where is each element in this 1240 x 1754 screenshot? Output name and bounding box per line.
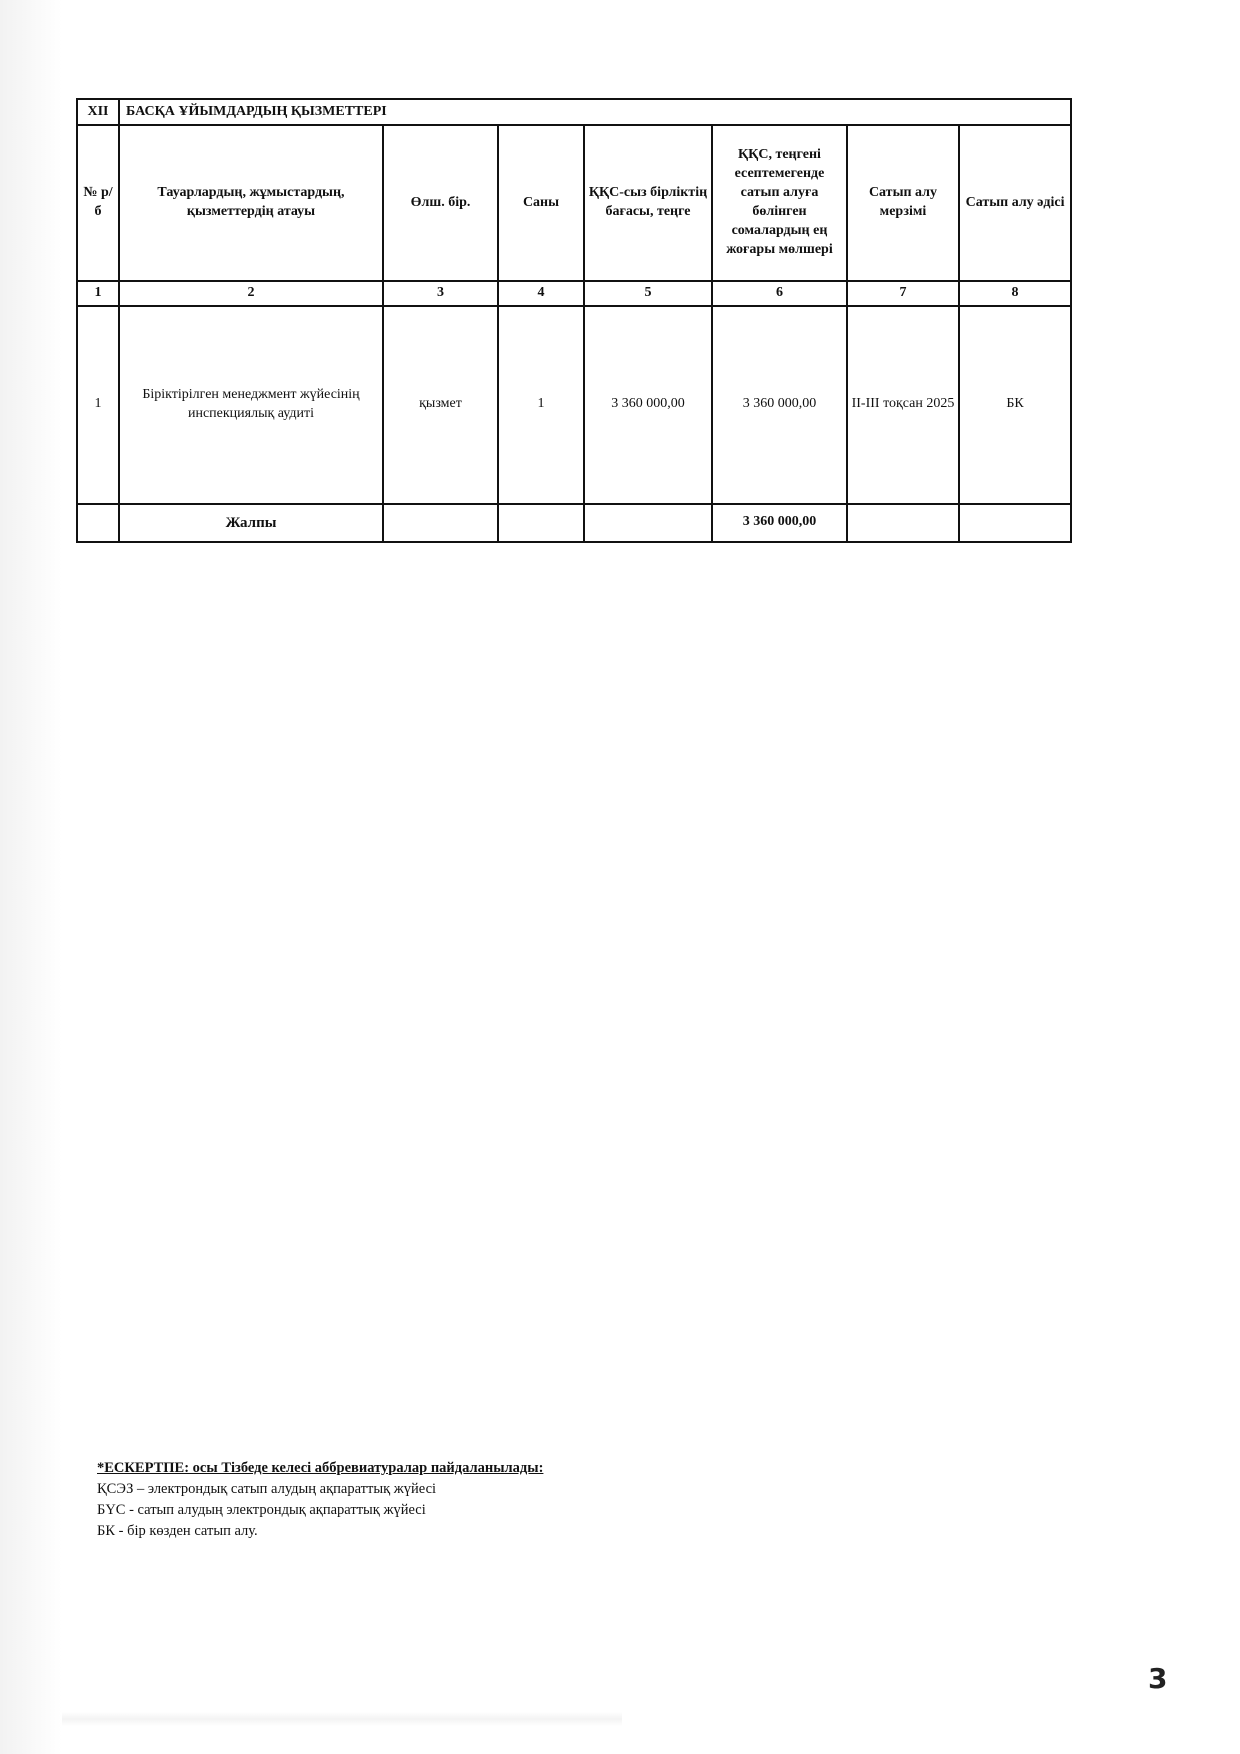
procurement-table: [76, 98, 1072, 543]
note-line: БҮС - сатып алудың электрондық ақпараттық жүйесі: [97, 1502, 426, 1518]
total-row: [77, 504, 1071, 542]
total-empty-cell: [77, 504, 119, 542]
scan-shadow-bottom: [62, 1712, 622, 1726]
column-number: 6: [712, 281, 847, 306]
header-method: Сатып алу әдісі: [959, 125, 1071, 281]
scan-shadow-edge: [0, 0, 62, 1754]
row-method: БК: [959, 306, 1071, 504]
header-unit-price: ҚҚС-сыз бірліктің бағасы, теңге: [584, 125, 712, 281]
row-max-amount: 3 360 000,00: [712, 306, 847, 504]
total-empty-cell: [959, 504, 1071, 542]
page-number: 3: [1148, 1662, 1168, 1695]
table-row: [77, 306, 1071, 504]
column-number-row: [77, 281, 1071, 306]
section-header-row: [77, 99, 1071, 125]
header-unit: Өлш. бір.: [383, 125, 498, 281]
total-empty-cell: [498, 504, 584, 542]
total-empty-cell: [383, 504, 498, 542]
note-line: ҚСЭЗ – электрондық сатып алудың ақпараттық жүйесі: [97, 1481, 437, 1497]
row-unit-price: 3 360 000,00: [584, 306, 712, 504]
note-title: *ЕСКЕРТПЕ: осы Тізбеде келесі аббревиатуралар пайдаланылады:: [97, 1460, 544, 1476]
column-number: 2: [119, 281, 383, 306]
note-line: БК - бір көзден сатып алу.: [97, 1523, 258, 1539]
header-period: Сатып алу мерзімі: [847, 125, 959, 281]
total-empty-cell: [584, 504, 712, 542]
column-header-row: [77, 125, 1071, 281]
total-empty-cell: [847, 504, 959, 542]
row-number: 1: [77, 306, 119, 504]
header-quantity: Саны: [498, 125, 584, 281]
header-number: № р/б: [77, 125, 119, 281]
column-number: 1: [77, 281, 119, 306]
header-max-amount: ҚҚС, теңгені есептемегенде сатып алуға бөлінген сомалардың ең жоғары мөлшері: [712, 125, 847, 281]
column-number: 4: [498, 281, 584, 306]
column-number: 7: [847, 281, 959, 306]
header-name: Тауарлардың, жұмыстардың, қызметтердің атауы: [119, 125, 383, 281]
abbreviation-note: [97, 1458, 543, 1542]
row-quantity: 1: [498, 306, 584, 504]
total-amount: 3 360 000,00: [712, 504, 847, 542]
section-title: БАСҚА ҰЙЫМДАРДЫҢ ҚЫЗМЕТТЕРІ: [119, 99, 1071, 125]
row-period: ІІ-ІІІ тоқсан 2025: [847, 306, 959, 504]
column-number: 3: [383, 281, 498, 306]
total-label: Жалпы: [119, 504, 383, 542]
column-number: 5: [584, 281, 712, 306]
column-number: 8: [959, 281, 1071, 306]
section-number: XII: [77, 99, 119, 125]
row-unit: қызмет: [383, 306, 498, 504]
row-item-name: Біріктірілген менеджмент жүйесінің инспекциялық аудиті: [119, 306, 383, 504]
